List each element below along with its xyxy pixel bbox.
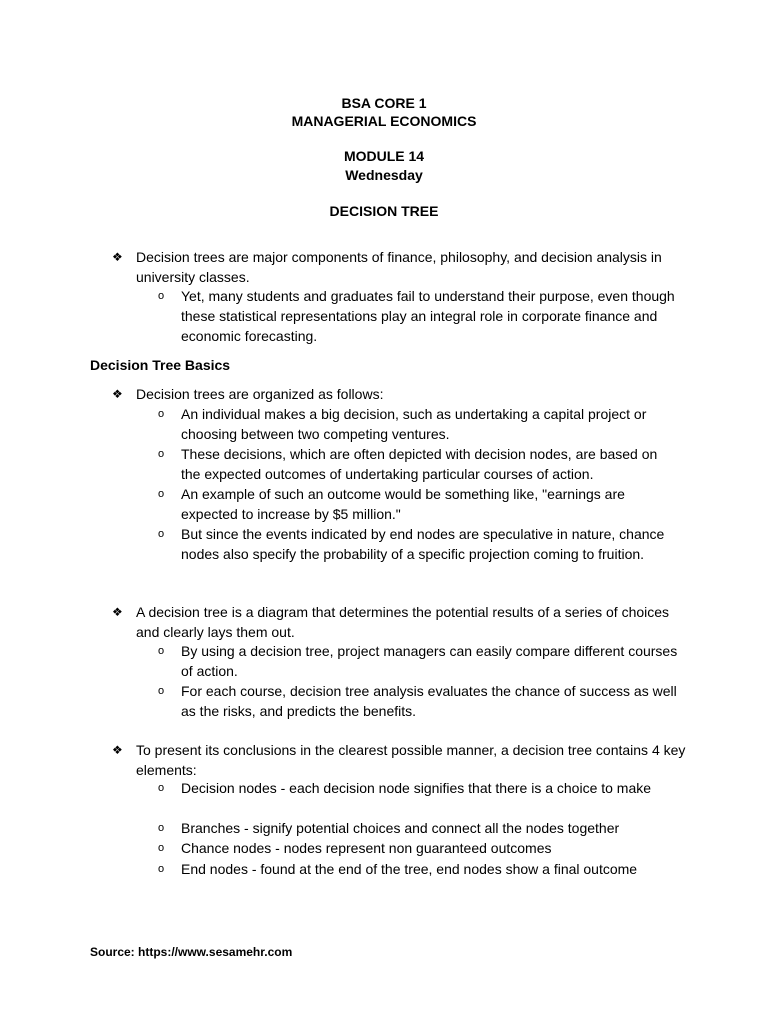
sub-item <box>158 778 678 798</box>
bullet-text: Decision trees are major components of finance, philosophy, and decision analysis in university classes. <box>136 249 662 285</box>
diamond-bullet-icon: ❖ <box>112 605 123 619</box>
sub-item <box>158 859 678 879</box>
module-day: Wednesday <box>345 167 423 183</box>
sub-item-text: Branches - signify potential choices and connect all the nodes together <box>181 820 620 836</box>
sub-item-text: Decision nodes - each decision node signifies that there is a choice to make <box>181 780 652 796</box>
sub-item <box>158 484 678 524</box>
sub-item <box>158 681 678 721</box>
module-number: MODULE 14 <box>343 148 425 164</box>
sub-item-text: End nodes - found at the end of the tree, end nodes show a final outcome <box>181 861 638 877</box>
bullet-key-elements <box>112 740 692 780</box>
intro-sub-item <box>158 286 678 346</box>
course-title: MANAGERIAL ECONOMICS <box>291 113 477 129</box>
sub-item-text: Chance nodes - nodes represent non guaranteed outcomes <box>181 840 552 856</box>
sub-item <box>158 524 678 564</box>
diamond-bullet-icon: ❖ <box>112 743 123 757</box>
bullet-organization <box>112 384 692 404</box>
sub-item <box>158 641 678 681</box>
bullet-text: To present its conclusions in the clearest possible manner, a decision tree contains 4 key elements: <box>136 742 686 778</box>
circle-bullet-icon: o <box>158 822 165 834</box>
circle-bullet-icon: o <box>158 685 165 697</box>
sub-item <box>158 818 678 838</box>
sub-item-text: For each course, decision tree analysis evaluates the chance of success as well as the risks, and predicts the benefits. <box>181 683 677 719</box>
section-heading: Decision Tree Basics <box>90 357 231 373</box>
circle-bullet-icon: o <box>158 842 165 854</box>
circle-bullet-icon: o <box>158 408 165 420</box>
circle-bullet-icon: o <box>158 782 165 794</box>
sub-item-text: These decisions, which are often depicted with decision nodes, are based on the expected outcomes of undertaking particular courses of action. <box>181 446 658 482</box>
sub-item-text: An individual makes a big decision, such as undertaking a capital project or choosing between two competing ventures. <box>181 406 647 442</box>
sub-item-text: An example of such an outcome would be something like, "earnings are expected to increase by $5 million." <box>181 486 625 522</box>
source-citation: Source: https://www.sesamehr.com <box>90 945 293 959</box>
course-code: BSA CORE 1 <box>341 95 427 111</box>
sub-item-text: Yet, many students and graduates fail to understand their purpose, even though these statistical representations play an integral role in corporate finance and economic forecasting. <box>181 288 675 344</box>
sub-item-text: By using a decision tree, project managers can easily compare different courses of action. <box>181 643 678 679</box>
circle-bullet-icon: o <box>158 290 165 302</box>
circle-bullet-icon: o <box>158 488 165 500</box>
diamond-bullet-icon: ❖ <box>112 387 123 401</box>
circle-bullet-icon: o <box>158 448 165 460</box>
circle-bullet-icon: o <box>158 645 165 657</box>
bullet-text: A decision tree is a diagram that determines the potential results of a series of choices and clearly lays them out. <box>136 604 670 640</box>
diamond-bullet-icon: ❖ <box>112 250 123 264</box>
sub-item <box>158 838 678 858</box>
sub-item-text: But since the events indicated by end nodes are speculative in nature, chance nodes also specify the probability of a specific projection coming to fruition. <box>181 526 665 562</box>
sub-item <box>158 404 678 444</box>
bullet-definition <box>112 602 692 642</box>
sub-item <box>158 444 678 484</box>
circle-bullet-icon: o <box>158 863 165 875</box>
bullet-text: Decision trees are organized as follows: <box>136 386 384 402</box>
intro-bullet <box>112 247 692 287</box>
topic-title: DECISION TREE <box>329 203 439 219</box>
circle-bullet-icon: o <box>158 528 165 540</box>
